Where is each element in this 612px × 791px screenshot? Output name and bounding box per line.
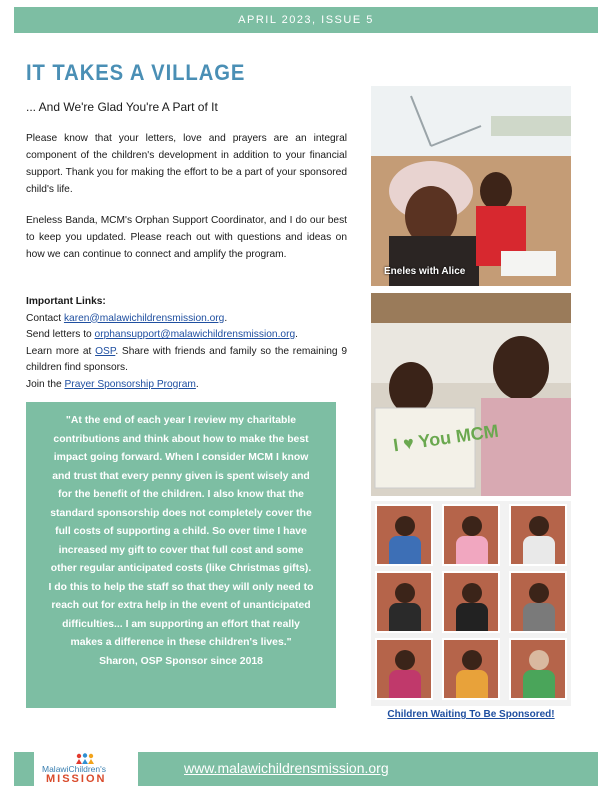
photo-eneles-with-alice: [371, 86, 571, 286]
children-photo-grid: [371, 501, 571, 706]
join-prefix: Join the: [26, 378, 65, 390]
contact-prefix: Contact: [26, 312, 64, 324]
learn-prefix: Learn more at: [26, 345, 96, 357]
footer-bar: [14, 752, 598, 786]
coordinator-paragraph: Eneless Banda, MCM's Orphan Support Coordinator, and I do our best to keep you updated. Please reach out with questions and ideas on how we can continue to connect and amplify the program.: [26, 215, 347, 260]
sponsor-quote-box: [26, 402, 336, 708]
photo1-caption: Eneles with Alice: [384, 266, 466, 277]
contact-line: [26, 311, 347, 328]
website-link[interactable]: www.malawichildrensmission.org: [184, 760, 389, 776]
letters-line: [26, 327, 347, 344]
osp-link[interactable]: OSP: [95, 345, 116, 357]
contact-suffix: .: [224, 312, 228, 324]
intro-paragraph: Please know that your letters, love and prayers are an integral component of the children's development in addition to your financial support. Thank you for making the effort to be a part of your sponsored child's life.: [26, 133, 347, 195]
child-photo: [509, 571, 567, 633]
contact-email-link[interactable]: karen@malawichildrensmission.org: [63, 312, 225, 324]
issue-label: APRIL 2023, ISSUE 5: [238, 14, 374, 26]
child-photo: [509, 504, 567, 566]
learn-line: [26, 344, 347, 377]
child-photo: [375, 504, 433, 566]
photo-illustration: [371, 86, 571, 286]
photo2-illustration: [371, 293, 571, 496]
letters-email-link[interactable]: orphansupport@malawichildrensmission.org: [94, 329, 296, 340]
links-heading: Important Links:: [26, 296, 106, 307]
important-links: [26, 294, 347, 393]
letters-prefix: Send letters to: [26, 329, 95, 340]
quote-attribution: Sharon, OSP Sponsor since 2018: [99, 655, 263, 667]
child-photo: [442, 571, 500, 633]
join-suffix: .: [195, 378, 199, 390]
child-photo: [442, 504, 500, 566]
logo-text-top: MalawiChildren's: [42, 764, 106, 774]
mcm-sign-text: I ♥ You MCM: [392, 420, 500, 456]
logo-text-mission: MISSION: [46, 773, 107, 785]
mcm-logo: [34, 752, 138, 786]
learn-suffix: . Share with friends and family so the remaining 9 children find sponsors.: [26, 345, 347, 373]
join-line: [26, 377, 347, 394]
photo-children-mcm-sign: [371, 293, 571, 496]
children-waiting-link[interactable]: Children Waiting To Be Sponsored!: [387, 709, 555, 720]
child-photo: [509, 638, 567, 700]
child-photo: [375, 638, 433, 700]
child-photo: [375, 571, 433, 633]
page-title: IT TAKES A VILLAGE: [26, 60, 246, 85]
prayer-sponsorship-link[interactable]: Prayer Sponsorship Program: [64, 378, 196, 390]
quote-text: "At the end of each year I review my charitable contributions and think about how to make the best impact going forward. When I consider MCM I know and trust that every penny given is spent wisely and for the benefit of the children. I also know that the standard sponsorship does not completely cover the full costs of supporting a child. So over time I have increased my gift to cover that full cost and some other regular anticipated costs (like Christmas gifts). I do this to help the staff so that they will only need to reach out for extra help in the event of unanticipated difficulties... I am supporting an effort that really makes a difference in these children's lives.": [48, 415, 314, 648]
child-photo: [442, 638, 500, 700]
issue-banner: [14, 7, 598, 33]
page-subtitle: ... And We're Glad You're A Part of It: [26, 100, 218, 114]
letters-suffix: .: [295, 329, 298, 340]
